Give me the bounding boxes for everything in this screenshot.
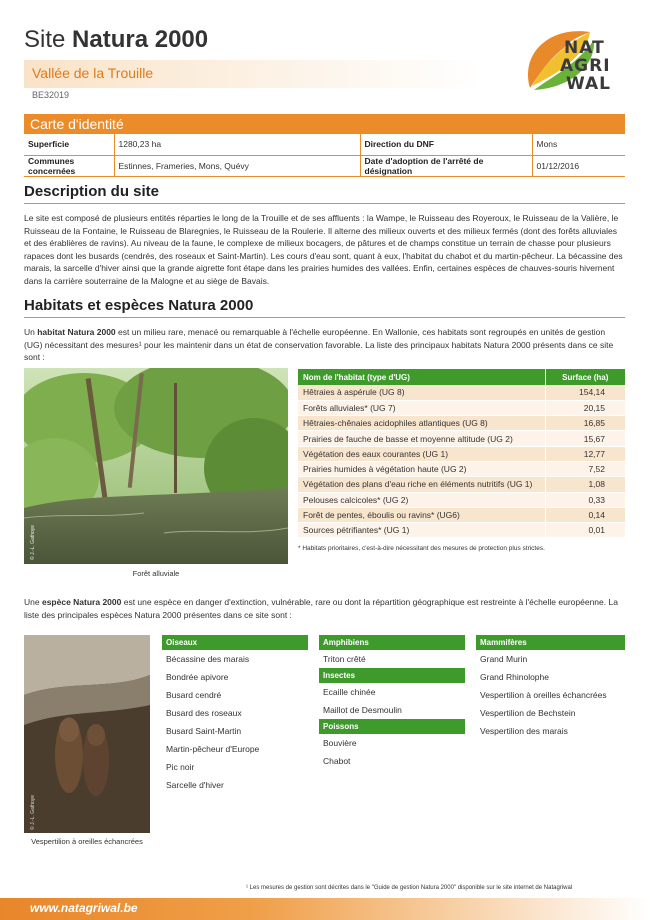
list-item: Ecaille chinée (323, 687, 376, 697)
identity-value: 1280,23 ha (114, 134, 360, 155)
species-group-header: Mammifères (476, 635, 625, 650)
table-row (298, 523, 625, 538)
species-column-birds (162, 635, 308, 794)
habitat-surface: 154,14 (545, 385, 625, 400)
habitat-name: Hêtraies-chênaies acidophiles atlantiques (UG 8) (298, 416, 545, 431)
site-name: Vallée de la Trouille (32, 65, 154, 81)
list-item: Triton crêté (323, 654, 366, 664)
table-row (298, 446, 625, 461)
species-column-mammals (476, 635, 625, 740)
habitat-name: Pelouses calcicoles* (UG 2) (298, 492, 545, 507)
identity-key: Communes concernées (24, 155, 114, 176)
table-row (298, 385, 625, 400)
intro-pre: Un (24, 327, 38, 337)
identity-value: Estinnes, Frameries, Mons, Quévy (114, 155, 360, 176)
title-main: Natura 2000 (72, 26, 209, 53)
divider (24, 203, 625, 204)
habitat-surface: 15,67 (545, 431, 625, 446)
bat-photo-credit: © J.-L. Gathoye (30, 794, 36, 830)
bat-photo (24, 635, 150, 833)
identity-row (24, 155, 625, 176)
description-heading: Description du site (24, 183, 160, 200)
identity-key: Date d'adoption de l'arrêté de désignation (360, 155, 532, 176)
identity-key: Direction du DNF (360, 134, 532, 155)
bat-caption: Vespertilion à oreilles échancrées (31, 837, 143, 846)
habitat-name: Végétation des plans d'eau riche en éléments nutritifs (UG 1) (298, 477, 545, 492)
list-item: Vespertilion de Bechstein (480, 708, 576, 718)
list-item: Vespertilion des marais (480, 726, 568, 736)
habitat-surface: 16,85 (545, 416, 625, 431)
table-row (298, 507, 625, 522)
list-item: Pic noir (166, 762, 195, 772)
habitat-name: Forêt de pentes, éboulis ou ravins* (UG6) (298, 507, 545, 522)
habitat-name: Prairies de fauche de basse et moyenne altitude (UG 2) (298, 431, 545, 446)
natagriwal-logo (520, 18, 630, 108)
forest-caption: Forêt alluviale (132, 569, 180, 578)
list-item: Bondrée apivore (166, 672, 229, 682)
habitats-intro (24, 326, 625, 364)
list-item: Vespertilion à oreilles échancrées (480, 690, 607, 700)
title-prefix: Site (24, 26, 66, 53)
forest-photo (24, 368, 288, 564)
species-group-header: Amphibiens (319, 635, 465, 650)
intro-bold: espèce Natura 2000 (41, 597, 122, 607)
table-row (298, 492, 625, 507)
footer-note: ¹ Les mesures de gestion sont décrites dans le "Guide de gestion Natura 2000" disponible sur le site internet de Natagriwal (246, 885, 573, 891)
page-title (24, 26, 208, 54)
habitat-name: Forêts alluviales* (UG 7) (298, 400, 545, 415)
identity-value: 01/12/2016 (532, 155, 625, 176)
habitat-surface: 0,33 (545, 492, 625, 507)
bat-photo-image (24, 635, 150, 833)
species-group-header: Oiseaux (162, 635, 308, 650)
logo-line-2: AGRI (560, 56, 611, 76)
list-item: Martin-pêcheur d'Europe (166, 744, 260, 754)
identity-key: Superficie (24, 134, 114, 155)
habitats-table (298, 369, 625, 538)
table-row (298, 400, 625, 415)
identity-table (24, 134, 625, 177)
habitat-name: Sources pétrifiantes* (UG 1) (298, 523, 545, 538)
table-row (298, 477, 625, 492)
list-item: Busard Saint-Martin (166, 726, 242, 736)
habitat-name: Prairies humides à végétation haute (UG 2) (298, 461, 545, 476)
identity-row (24, 134, 625, 155)
habitat-name: Végétation des eaux courantes (UG 1) (298, 446, 545, 461)
habitat-surface: 0,01 (545, 523, 625, 538)
list-item: Grand Rhinolophe (480, 672, 549, 682)
intro-pre: Une (24, 597, 42, 607)
habitat-surface: 20,15 (545, 400, 625, 415)
forest-photo-image (24, 368, 288, 564)
list-item: Maillot de Desmoulin (323, 705, 402, 715)
habitats-footnote: * Habitats prioritaires, c'est-à-dire nécessitant des mesures de protection plus strictes. (298, 545, 545, 552)
habitats-header-row (298, 369, 625, 385)
habitat-name: Hêtraies à aspérule (UG 8) (298, 385, 545, 400)
list-item: Bécassine des marais (166, 654, 250, 664)
intro-post: est un milieu rare, menacé ou remarquable à l'échelle européenne. En Wallonie, ces habitats sont regroupés en unités de gestion (UG) nécessitant des mesures¹ pour les maintenir dans un état de conservation favorable. La liste des principaux habitats Natura 2000 présents dans ce site sont : (24, 327, 614, 362)
website-link[interactable]: www.natagriwal.be (30, 901, 138, 915)
divider (24, 317, 625, 318)
intro-post: est une espèce en danger d'extinction, vulnérable, rare ou dont la répartition géographique est restreinte à l'échelle européenne. La liste des principales espèces Natura 2000 présentes dans ce site sont : (24, 597, 618, 620)
habitats-heading: Habitats et espèces Natura 2000 (24, 297, 254, 314)
col-surface: Surface (ha) (545, 369, 625, 385)
list-item: Bouvière (323, 738, 357, 748)
list-item: Chabot (323, 756, 351, 766)
list-item: Sarcelle d'hiver (166, 780, 224, 790)
identity-heading: Carte d'identité (24, 114, 625, 134)
species-column-others (319, 635, 465, 770)
table-row (298, 431, 625, 446)
photo-credit: © J.-L. Gathoye (30, 524, 36, 560)
habitat-surface: 12,77 (545, 446, 625, 461)
site-code: BE32019 (32, 90, 70, 100)
intro-bold: habitat Natura 2000 (37, 327, 116, 337)
logo-line-3: WAL (566, 74, 611, 94)
identity-value: Mons (532, 134, 625, 155)
list-item: Busard cendré (166, 690, 222, 700)
list-item: Busard des roseaux (166, 708, 242, 718)
species-group-header: Insectes (319, 668, 465, 683)
col-habitat-name: Nom de l'habitat (type d'UG) (298, 369, 545, 385)
logo-line-1: NAT (564, 38, 605, 58)
habitat-surface: 0,14 (545, 507, 625, 522)
description-text: Le site est composé de plusieurs entités réparties le long de la Trouille et de ses affluents : la Wampe, le Ruisseau des Royeroux, le Ruisseau de la Valière, le Ruisseau de la Fontaine, le Ruisseau de Blaregnies, le Ruisseau de la Roulerie. Il alterne des milieux ouverts et des milieux fermés (dont des forêts alluviales et des érablières de ravins). Au niveau de la faune, le complexe de milieux bocagers, de pâtures et de champs constitue un terrain de chasse pour plusieurs rapaces dont les busards (cendrés, des roseaux et Saint-Martin). Les cours d'eau sont, quant à eux, l'habitat du chabot et du martin-pêcheur. La bécassine des marais, la sarcelle d'hiver ainsi que la grande aigrette font étape dans les prairies humides des vallées. Enfin, certaines espèces de chauves-souris hivernent dans la carrière souterraine de la Malogne et au siège de Bavais. (24, 213, 623, 286)
habitat-surface: 7,52 (545, 461, 625, 476)
habitat-surface: 1,08 (545, 477, 625, 492)
species-intro (24, 596, 625, 621)
list-item: Grand Murin (480, 654, 528, 664)
table-row (298, 461, 625, 476)
species-group-header: Poissons (319, 719, 465, 734)
table-row (298, 416, 625, 431)
